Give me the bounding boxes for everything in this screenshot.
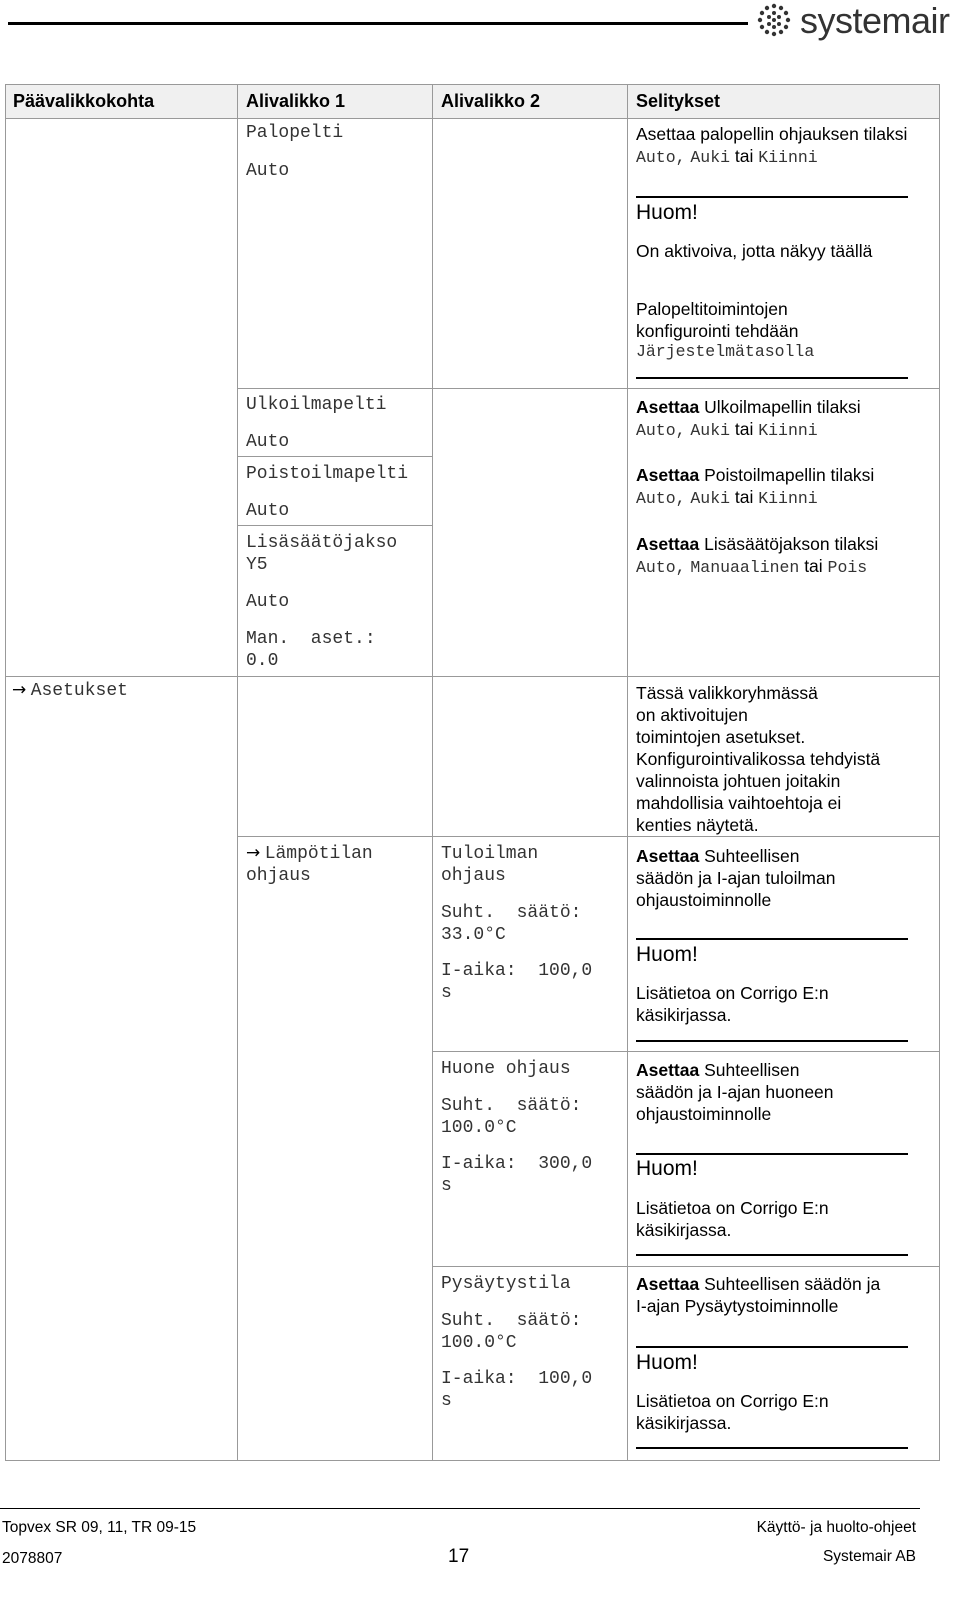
header-main-menu: Päävalikkokohta: [13, 91, 155, 111]
stop-p-band-value: 100.0°C: [441, 1333, 517, 1353]
stop-mode-label: Pysäytystila: [441, 1274, 571, 1294]
outdoor-damper-description: Asettaa Ulkoilmapellin tilaksi Auto, Auki tai Kiinni: [636, 397, 861, 440]
footer-doc-number: 2078807: [2, 1550, 63, 1567]
supply-p-band-label: Suht. säätö:: [441, 903, 582, 923]
row-divider: [432, 1051, 940, 1052]
fire-damper-value: Auto: [246, 161, 290, 181]
room-huom: Huom!: [636, 1157, 698, 1180]
footer-page-number: 17: [448, 1546, 470, 1567]
supply-i-time-value: I-aika: 100,0: [441, 961, 593, 981]
note-rule: [636, 196, 908, 198]
temperature-control-menu-item[interactable]: [246, 843, 373, 865]
supply-huom: Huom!: [636, 943, 698, 966]
room-p-band-label: Suht. säätö:: [441, 1096, 582, 1116]
header-submenu-2: Alivalikko 2: [441, 91, 541, 111]
footer-product: Topvex SR 09, 11, TR 09-15: [2, 1519, 197, 1536]
settings-menu-item[interactable]: [12, 680, 128, 702]
extra-sequence-manual-label: Man. aset.:: [246, 629, 376, 649]
fire-damper-note-1: On aktivoiva, jotta näkyy täällä: [636, 241, 873, 261]
header-rule: [8, 22, 748, 25]
fire-damper-note-2: Palopeltitoimintojen konfigurointi tehdään: [636, 299, 799, 341]
room-control-label: Huone ohjaus: [441, 1059, 571, 1079]
stop-p-band-label: Suht. säätö:: [441, 1311, 582, 1331]
fire-damper-description: Asettaa palopellin ohjauksen tilaksi Auto, Auki tai Kiinni: [636, 124, 908, 167]
note-rule: [636, 1153, 908, 1155]
room-i-time-value: I-aika: 300,0: [441, 1154, 593, 1174]
extra-sequence-value: Auto: [246, 592, 290, 612]
room-p-band-value: 100.0°C: [441, 1118, 517, 1138]
supply-note: Lisätietoa on Corrigo E:n käsikirjassa.: [636, 983, 829, 1025]
stop-description: Asettaa Suhteellisen säädön ja I-ajan Pysäytystoiminnolle: [636, 1274, 881, 1316]
col-divider-1: [237, 84, 238, 1461]
row-divider: [237, 388, 940, 389]
extra-sequence-manual-value: 0.0: [246, 651, 279, 671]
room-description: Asettaa Suhteellisen säädön ja I-ajan huoneen ohjaustoiminnolle: [636, 1060, 834, 1124]
stop-note: Lisätietoa on Corrigo E:n käsikirjassa.: [636, 1391, 829, 1433]
col-divider-3: [627, 84, 628, 1461]
supply-description: Asettaa Suhteellisen säädön ja I-ajan tuloilman ohjaustoiminnolle: [636, 846, 836, 910]
stop-i-time-unit: s: [441, 1391, 452, 1411]
outdoor-damper-label: Ulkoilmapelti: [246, 395, 387, 415]
fire-damper-note-2-system-level: Järjestelmätasolla: [636, 342, 815, 361]
outdoor-damper-value: Auto: [246, 432, 290, 452]
stop-i-time-value: I-aika: 100,0: [441, 1369, 593, 1389]
footer-company: Systemair AB: [822, 1548, 916, 1565]
supply-control-label-1: Tuloilman: [441, 844, 539, 864]
footer-doc-type: Käyttö- ja huolto-ohjeet: [756, 1519, 916, 1536]
extra-sequence-label-2: Y5: [246, 555, 268, 575]
note-rule: [636, 1346, 908, 1348]
exhaust-damper-value: Auto: [246, 501, 290, 521]
supply-control-label-2: ohjaus: [441, 866, 506, 886]
row-divider: [5, 676, 940, 677]
temperature-control-label-1: Lämpötilan: [264, 844, 373, 864]
note-rule: [636, 1254, 908, 1256]
extra-sequence-label-1: Lisäsäätöjakso: [246, 533, 398, 553]
note-rule: [636, 1447, 908, 1449]
settings-description: Tässä valikkoryhmässä on aktivoitujen toimintojen asetukset. Konfigurointivalikossa tehdyistä valinnoista johtuen joitakin mahdollisia vaihtoehtoja ei kenties näytetä.: [636, 683, 881, 835]
note-rule: [636, 377, 908, 379]
row-divider: [237, 525, 432, 526]
footer-rule: [0, 1508, 920, 1509]
row-divider: [237, 836, 940, 837]
arrow-right-icon: →: [12, 680, 27, 700]
fire-damper-huom: Huom!: [636, 201, 698, 224]
stop-huom: Huom!: [636, 1351, 698, 1374]
arrow-right-icon: →: [246, 843, 261, 863]
room-i-time-unit: s: [441, 1176, 452, 1196]
settings-label: Asetukset: [30, 681, 128, 701]
header-descriptions: Selitykset: [636, 91, 721, 111]
brand-logo-text: systemair: [800, 0, 950, 41]
exhaust-damper-description: Asettaa Poistoilmapellin tilaksi Auto, Auki tai Kiinni: [636, 465, 875, 508]
supply-p-band-value: 33.0°C: [441, 925, 506, 945]
col-divider-2: [432, 84, 433, 1461]
header-submenu-1: Alivalikko 1: [246, 91, 346, 111]
extra-sequence-description: Asettaa Lisäsäätöjakson tilaksi Auto, Manuaalinen tai Pois: [636, 534, 879, 577]
exhaust-damper-label: Poistoilmapelti: [246, 464, 409, 484]
note-rule: [636, 938, 908, 940]
room-note: Lisätietoa on Corrigo E:n käsikirjassa.: [636, 1198, 829, 1240]
systemair-logo-mark: [752, 0, 796, 44]
header-divider: [5, 118, 940, 119]
temperature-control-label-2: ohjaus: [246, 866, 311, 886]
fire-damper-label: Palopelti: [246, 123, 344, 143]
row-divider: [237, 456, 432, 457]
supply-i-time-unit: s: [441, 983, 452, 1003]
note-rule: [636, 1040, 908, 1042]
row-divider: [432, 1266, 940, 1267]
